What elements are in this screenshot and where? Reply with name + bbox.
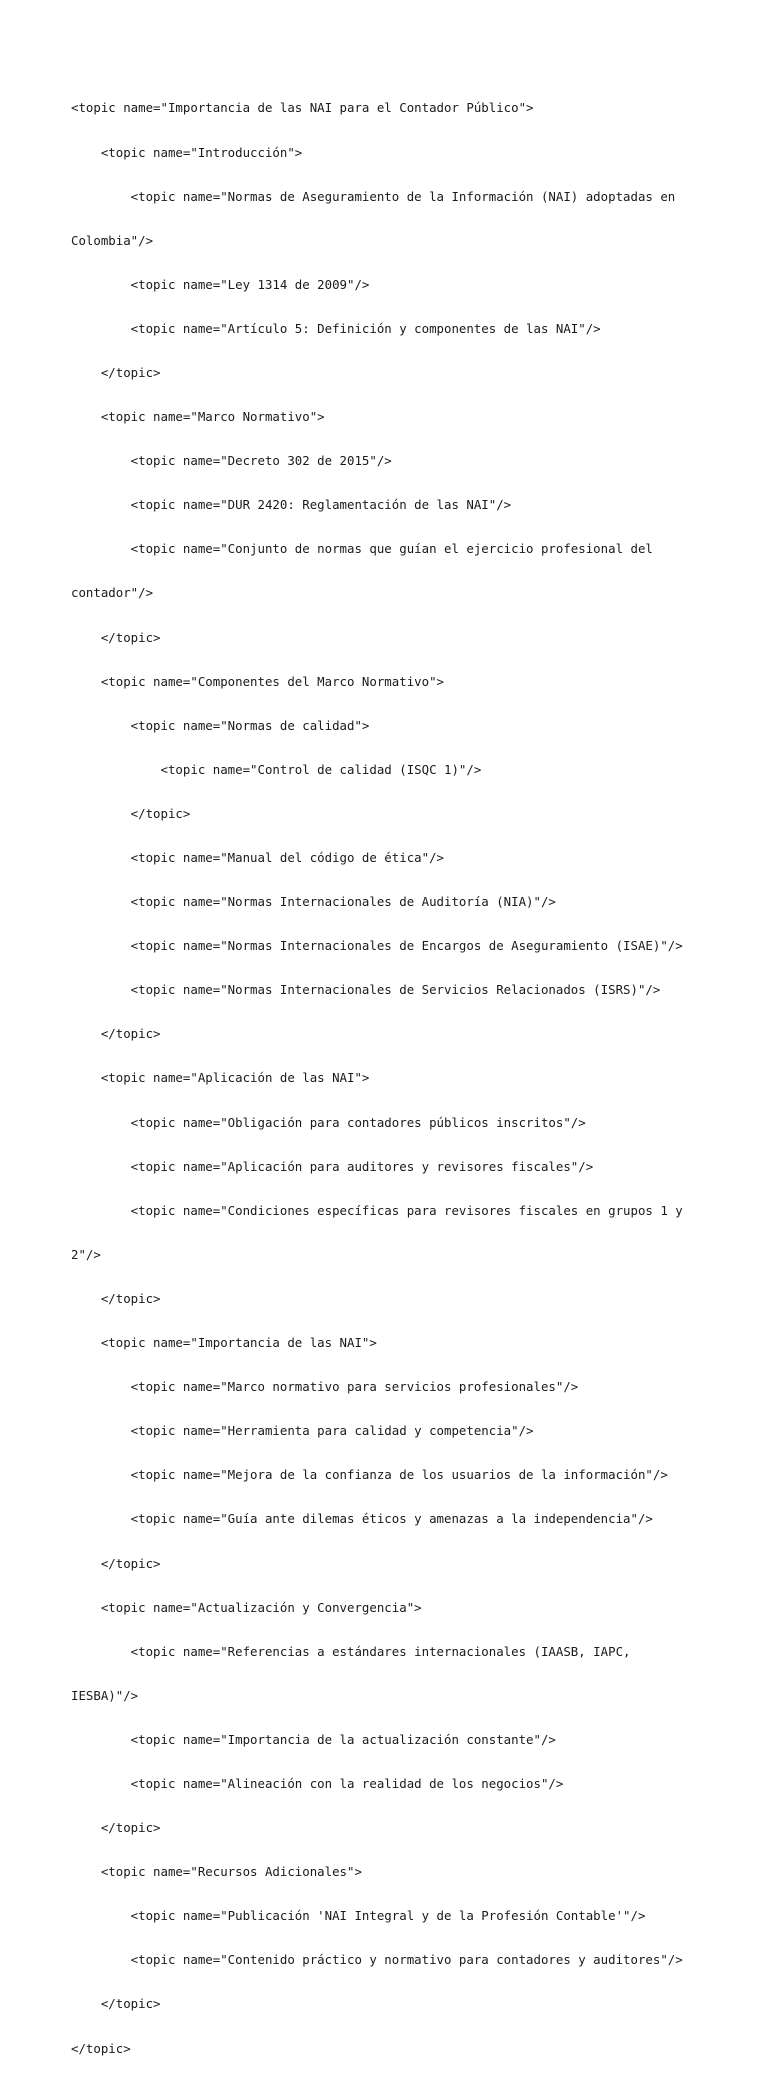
code-line: <topic name="Guía ante dilemas éticos y amenazas a la independencia"/> bbox=[71, 1511, 653, 1527]
code-line: <topic name="Normas Internacionales de Servicios Relacionados (ISRS)"/> bbox=[71, 982, 661, 998]
code-line: </topic> bbox=[71, 1996, 161, 2012]
code-line: <topic name="Recursos Adicionales"> bbox=[71, 1864, 362, 1880]
code-line: <topic name="Aplicación de las NAI"> bbox=[71, 1070, 370, 1086]
code-line: <topic name="Publicación 'NAI Integral y de la Profesión Contable'"/> bbox=[71, 1908, 646, 1924]
code-line: <topic name="Componentes del Marco Normativo"> bbox=[71, 673, 444, 689]
code-line: <topic name="Importancia de las NAI para el Contador Público"> bbox=[71, 100, 534, 116]
code-line: <topic name="Normas de calidad"> bbox=[71, 717, 370, 733]
code-line: <topic name="Mejora de la confianza de los usuarios de la información"/> bbox=[71, 1467, 668, 1483]
code-line: <topic name="Decreto 302 de 2015"/> bbox=[71, 453, 392, 469]
code-line: </topic> bbox=[71, 1820, 161, 1836]
code-line: <topic name="Aplicación para auditores y revisores fiscales"/> bbox=[71, 1158, 594, 1174]
code-line: <topic name="Control de calidad (ISQC 1)"/> bbox=[71, 761, 482, 777]
code-line: <topic name="Condiciones específicas para revisores fiscales en grupos 1 y bbox=[71, 1202, 683, 1218]
code-line: <topic name="Contenido práctico y normativo para contadores y auditores"/> bbox=[71, 1952, 683, 1968]
code-line: <topic name="Referencias a estándares internacionales (IAASB, IAPC, bbox=[71, 1643, 631, 1659]
code-line: </topic> bbox=[71, 1290, 161, 1306]
code-line: <topic name="Marco Normativo"> bbox=[71, 409, 325, 425]
code-line: <topic name="Normas de Aseguramiento de la Información (NAI) adoptadas en bbox=[71, 188, 676, 204]
code-line: <topic name="DUR 2420: Reglamentación de las NAI"/> bbox=[71, 497, 512, 513]
code-line: <topic name="Normas Internacionales de Encargos de Aseguramiento (ISAE)"/> bbox=[71, 938, 683, 954]
code-line: contador"/> bbox=[71, 585, 154, 601]
code-line: <topic name="Importancia de la actualización constante"/> bbox=[71, 1731, 556, 1747]
code-line: <topic name="Marco normativo para servicios profesionales"/> bbox=[71, 1379, 579, 1395]
code-line: <topic name="Ley 1314 de 2009"/> bbox=[71, 276, 370, 292]
code-line: </topic> bbox=[71, 364, 161, 380]
code-line: </topic> bbox=[71, 629, 161, 645]
code-line: <topic name="Herramienta para calidad y competencia"/> bbox=[71, 1423, 534, 1439]
code-line: <topic name="Obligación para contadores públicos inscritos"/> bbox=[71, 1114, 586, 1130]
code-line: <topic name="Artículo 5: Definición y componentes de las NAI"/> bbox=[71, 320, 601, 336]
code-line: 2"/> bbox=[71, 1246, 101, 1262]
code-line: <topic name="Normas Internacionales de Auditoría (NIA)"/> bbox=[71, 894, 556, 910]
topic-outline-code bbox=[71, 72, 691, 2086]
code-line: </topic> bbox=[71, 1026, 161, 1042]
code-line: </topic> bbox=[71, 805, 191, 821]
code-line: </topic> bbox=[71, 2040, 131, 2056]
code-line: <topic name="Alineación con la realidad de los negocios"/> bbox=[71, 1775, 564, 1791]
code-line: </topic> bbox=[71, 1555, 161, 1571]
code-line: <topic name="Conjunto de normas que guían el ejercicio profesional del bbox=[71, 541, 653, 557]
code-line: <topic name="Actualización y Convergencia"> bbox=[71, 1599, 422, 1615]
code-line: Colombia"/> bbox=[71, 232, 154, 248]
code-line: <topic name="Importancia de las NAI"> bbox=[71, 1335, 377, 1351]
code-line: <topic name="Manual del código de ética"/> bbox=[71, 850, 444, 865]
code-line: IESBA)"/> bbox=[71, 1687, 139, 1703]
code-line: <topic name="Introducción"> bbox=[71, 144, 303, 160]
